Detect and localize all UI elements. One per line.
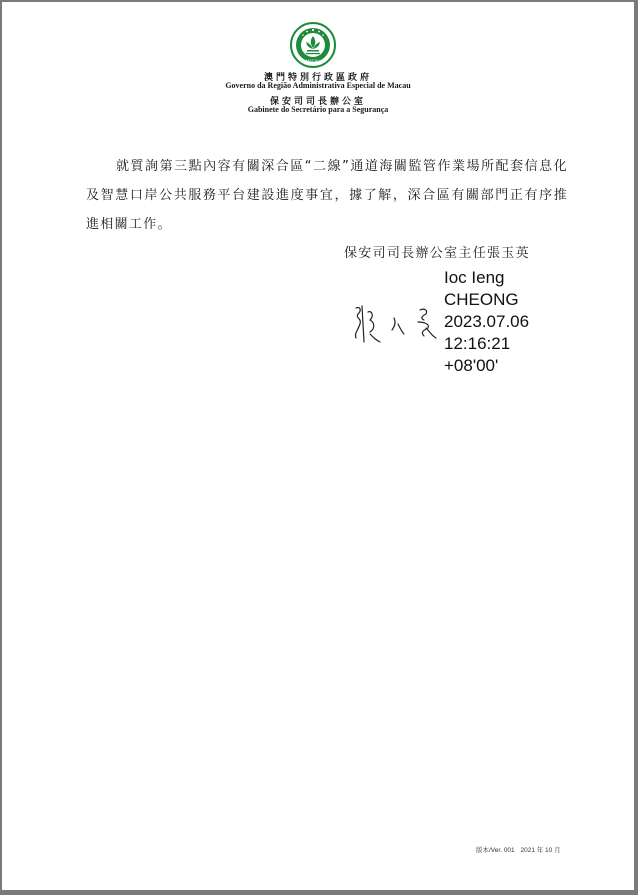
- signer-title: 保安司司長辦公室主任張玉英: [344, 246, 530, 261]
- digital-signature-stamp: [444, 267, 529, 377]
- svg-text:MACAU: MACAU: [305, 58, 321, 63]
- document-page: [2, 2, 634, 890]
- digital-signature-name-line2: CHEONG: [444, 290, 519, 309]
- digital-signature-time: 12:16:21: [444, 334, 511, 353]
- footer-version: [476, 845, 565, 854]
- digital-signature-date: 2023.07.06: [444, 312, 530, 331]
- office-name-chinese: 保安司司長辦公室: [269, 96, 366, 106]
- government-name-portuguese: Governo da Região Administrativa Especial de Macau: [225, 81, 411, 90]
- footer-version-label: 版本/Ver. 001: [476, 847, 515, 854]
- footer-date: 2021 年 10 月: [520, 847, 561, 854]
- government-name-chinese: 澳門特別行政區政府: [263, 72, 372, 82]
- body-paragraph: 就質詢第三點內容有關深合區“二線”通道海關監管作業場所配套信息化及智慧口岸公共服務平台建設進度事宜，據了解，深合區有關部門正有序推進相關工作。: [86, 159, 568, 232]
- digital-signature-timezone: +08'00': [444, 356, 499, 375]
- office-name-portuguese: Gabinete do Secretário para a Segurança: [247, 105, 389, 114]
- digital-signature-name-line1: Ioc Ieng: [444, 268, 505, 287]
- handwritten-signature-icon: [350, 298, 442, 348]
- macau-emblem-icon: [290, 22, 336, 68]
